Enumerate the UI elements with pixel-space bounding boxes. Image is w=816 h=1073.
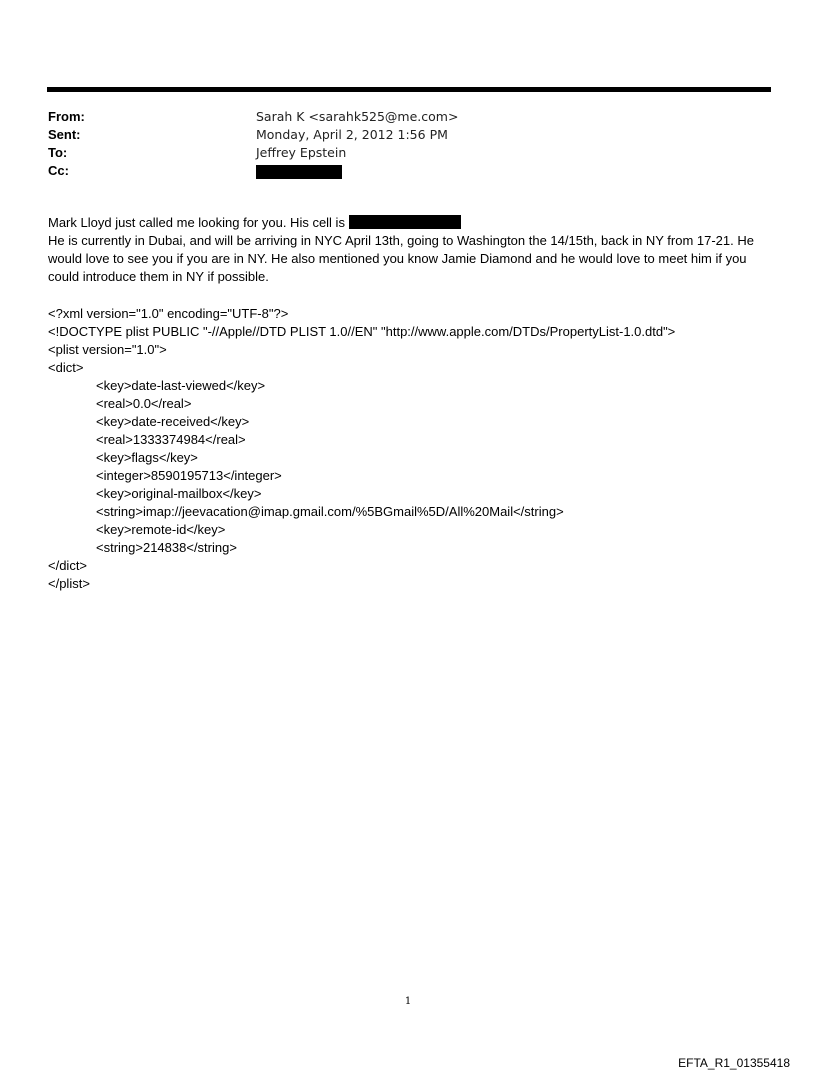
xml-line: </dict> — [48, 558, 88, 573]
email-header — [48, 108, 768, 180]
cc-row — [48, 162, 768, 180]
body-line-1-text: Mark Lloyd just called me looking for you. His cell is — [48, 215, 345, 230]
cc-redaction — [256, 165, 342, 179]
xml-line: <plist version="1.0"> — [48, 342, 167, 357]
header-rule — [47, 87, 771, 92]
plist-xml — [48, 305, 778, 593]
xml-line: <?xml version="1.0" encoding="UTF-8"?> — [48, 306, 289, 321]
page-number: 1 — [404, 996, 412, 1007]
from-row — [48, 108, 768, 126]
cc-label: Cc: — [48, 163, 69, 178]
from-label: From: — [48, 109, 85, 124]
sent-label: Sent: — [48, 127, 81, 142]
body-paragraph: He is currently in Dubai, and will be arriving in NYC April 13th, going to Washington the 14/15th, back in NY from 17-21. He would love to see you if you are in NY. He also mentioned you know Jamie Diamond and he would love to meet him if you could introduce them in NY if possible. — [48, 233, 754, 284]
xml-line: <string>imap://jeevacation@imap.gmail.com/%5BGmail%5D/All%20Mail</string> — [96, 504, 564, 519]
xml-line: </plist> — [48, 576, 90, 591]
email-body — [48, 214, 778, 286]
from-value: Sarah K <sarahk525@me.com> — [256, 109, 459, 124]
xml-line: <key>flags</key> — [96, 450, 198, 465]
body-line-1 — [48, 214, 778, 232]
to-row — [48, 144, 768, 162]
sent-row — [48, 126, 768, 144]
xml-line: <integer>8590195713</integer> — [96, 468, 282, 483]
sent-value: Monday, April 2, 2012 1:56 PM — [256, 127, 448, 142]
xml-line: <real>1333374984</real> — [96, 432, 246, 447]
cell-redaction — [349, 215, 461, 229]
xml-line: <!DOCTYPE plist PUBLIC "-//Apple//DTD PLIST 1.0//EN" "http://www.apple.com/DTDs/PropertyList-1.0.dtd"> — [48, 324, 676, 339]
xml-line: <key>remote-id</key> — [96, 522, 226, 537]
xml-line: <key>original-mailbox</key> — [96, 486, 262, 501]
xml-line: <key>date-received</key> — [96, 414, 250, 429]
xml-line: <string>214838</string> — [96, 540, 237, 555]
to-label: To: — [48, 145, 68, 160]
xml-line: <dict> — [48, 360, 84, 375]
document-id: EFTA_R1_01355418 — [678, 1056, 790, 1070]
xml-line: <key>date-last-viewed</key> — [96, 378, 266, 393]
xml-line: <real>0.0</real> — [96, 396, 192, 411]
to-value: Jeffrey Epstein — [256, 145, 347, 160]
